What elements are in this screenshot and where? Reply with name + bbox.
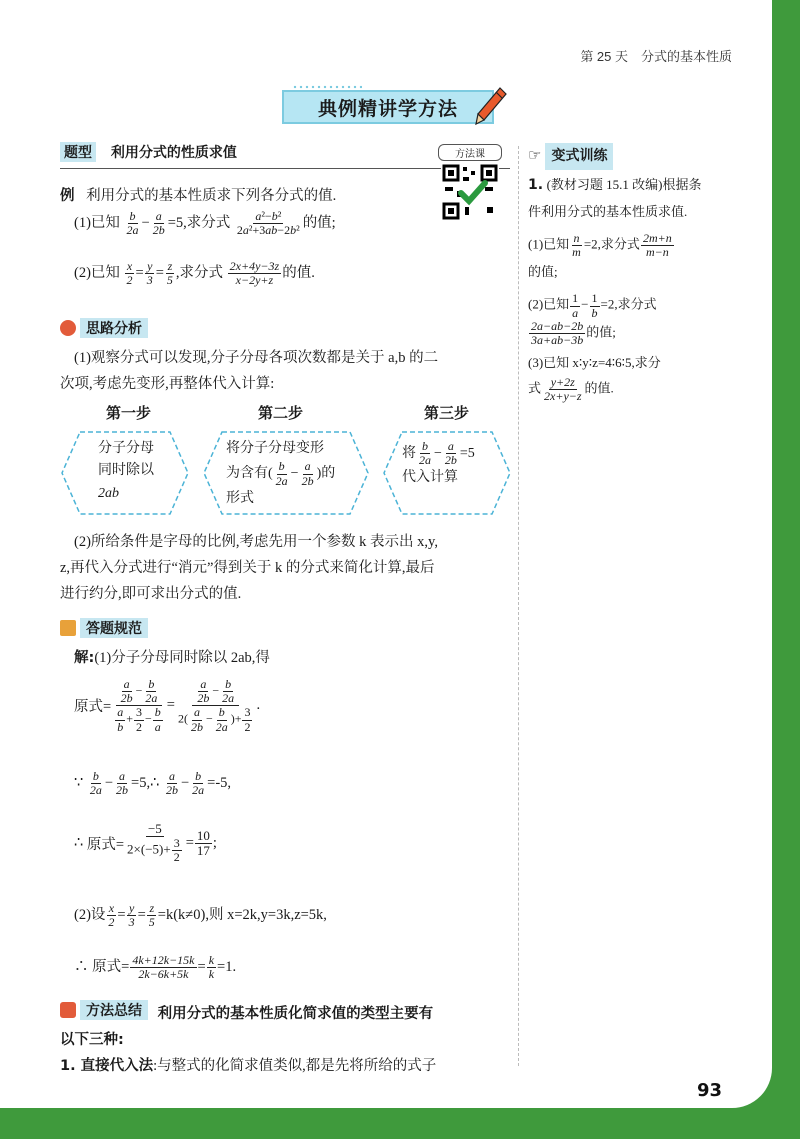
pq2-tail: 的值;: [586, 324, 616, 340]
eq5: =5,∴: [131, 775, 160, 792]
q1-tail: 的值;: [302, 215, 336, 232]
q2-result-prefix: ∴ 原式=: [74, 959, 130, 976]
analysis-p1-line1: (1)观察分式可以发现,分子分母各项次数都是关于 a,b 的二: [74, 350, 439, 366]
qr-code-icon[interactable]: [441, 163, 499, 221]
frac: $\frac{2a-ab-2b}{3a+ab-3b}$: [531, 318, 584, 347]
pq2-mid: =2,求分式: [600, 297, 657, 313]
frac: $\frac{b}{2a}$: [192, 769, 205, 798]
solution-line1: [74, 646, 270, 667]
eq-neg5: =-5,: [207, 775, 232, 792]
qr-label: 方法课: [438, 144, 502, 161]
frac: $\frac{b}{2a}$: [419, 439, 431, 468]
page-number: 93: [696, 1080, 722, 1101]
step-1-hexagon: [60, 430, 190, 516]
pq1-tail: 的值;: [528, 263, 558, 279]
practice-header: [528, 142, 613, 171]
frac: $\frac{z}{5}$: [166, 259, 173, 288]
hex1-line1: 分子分母: [98, 441, 154, 456]
pq1-mid: =2,求分式: [583, 236, 640, 252]
solution-q2-result: ∴ 原式= $\frac{4k+12k-15k}{2k-6k+5k}$ = $\frac{k}{k}$ =1.: [74, 953, 237, 982]
step-2-label: 第二步: [258, 404, 304, 422]
frac: $\frac{b}{2a}$: [126, 209, 139, 238]
answer-header: [60, 618, 148, 641]
frac: $\frac{4k+12k-15k}{2k-6k+5k}$: [132, 953, 195, 982]
step-3-label: 第三步: [424, 404, 470, 422]
analysis-label: 思路分析: [80, 318, 148, 338]
example-label: 例: [60, 188, 75, 204]
practice-intro-line1: [528, 172, 743, 200]
hex2-line2a: 为含有(: [226, 466, 273, 482]
summary-item1-bold: 1. 直接代入法: [60, 1058, 154, 1074]
practice-q2: (2)已知 $\frac{1}{a}$ − $\frac{1}{b}$ =2,求分式: [528, 291, 657, 320]
answer-icon: [60, 620, 76, 636]
practice-intro1: (教材习题 15.1 改编)根据条: [546, 177, 702, 192]
pq1-prefix: (1)已知: [528, 236, 570, 252]
frac: $\frac{1}{b}$: [591, 291, 598, 320]
q2-line-tail: =k(k≠0),则 x=2k,y=3k,z=5k,: [157, 907, 327, 924]
solution-eq2: ∵ $\frac{b}{2a}$ − $\frac{a}{2b}$ =5,∴ $\frac{a}{2b}$ − $\frac{b}{2a}$ =-5,: [74, 769, 232, 798]
practice-intro2: 件利用分式的基本性质求值.: [528, 203, 688, 219]
example-q2: (2)已知 $\frac{x}{2}$ = $\frac{y}{3}$ = $\frac{z}{5}$ ,求分式 $\frac{2x+4y-3z}{x-2y+z}$ 的值.: [74, 259, 315, 288]
step-3-hexagon: 将 $\frac{b}{2a}$ − $\frac{a}{2b}$ =5 代入计算: [382, 430, 512, 516]
frac: $\frac{y}{3}$: [146, 259, 153, 288]
practice-num: 1.: [528, 177, 544, 193]
hex3-prefix: 将: [402, 445, 416, 461]
frac: $\frac{b}{2a}$: [89, 769, 102, 798]
summary-text2: 以下三种:: [60, 1032, 124, 1048]
analysis-p2-line3: 进行约分,即可求出分式的值.: [60, 586, 242, 602]
frac: $\frac{x}{2}$: [126, 259, 133, 288]
frac: $\frac{1}{a}$: [572, 291, 579, 320]
section-banner: [282, 86, 502, 128]
hex1-line3: 2ab: [98, 485, 119, 501]
frac: $\frac{k}{k}$: [208, 953, 215, 982]
frac: $\frac{a}{2b}$: [116, 769, 129, 798]
practice-q3-expr: [528, 376, 743, 403]
solution-q2-line: (2)设 $\frac{x}{2}$ = $\frac{y}{3}$ = $\frac{z}{5}$ =k(k≠0),则 x=2k,y=3k,z=5k,: [74, 901, 327, 930]
frac: $\frac{y+2z}{2x+y-z}$: [544, 374, 582, 403]
frac: $\frac{2x+4y-3z}{x-2y+z}$: [229, 259, 280, 288]
analysis-p2-line1: (2)所给条件是字母的比例,考虑先用一个参数 k 表示出 x,y,: [74, 534, 438, 550]
column-divider: [518, 146, 519, 1066]
step-2-hexagon: 将分子分母变形 为含有( $\frac{b}{2a}$ − $\frac{a}{2b}$ )的 形式: [202, 430, 370, 516]
analysis-p1-line2: 次项,考虑先变形,再整体代入计算:: [60, 376, 275, 392]
solution-head: 解:: [74, 650, 95, 666]
analysis-header: [60, 318, 148, 341]
q2-result-tail: =1.: [217, 959, 237, 976]
frac: $\frac{a}{2b}$: [444, 439, 457, 468]
solution-line1-text: (1)分子分母同时除以 2ab,得: [94, 650, 270, 666]
frac: $\frac{y}{3}$: [128, 901, 135, 930]
topic-tag: 题型: [60, 142, 96, 162]
summary-line1: [60, 1000, 433, 1023]
frac: $\frac{a}{2b}$: [165, 769, 178, 798]
analysis-icon: [60, 320, 76, 336]
because-symbol: ∵: [74, 775, 84, 792]
step-1-label: 第一步: [106, 404, 152, 422]
pq3-tail: 的值.: [584, 380, 614, 396]
hand-pointer-icon: ☞: [528, 148, 542, 164]
practice-q2-expr: [528, 320, 743, 347]
practice-label: 变式训练: [545, 143, 613, 170]
frac: $\frac{n}{m}$: [572, 231, 581, 260]
pq3-prefix: 式: [528, 380, 542, 396]
frac: $\frac{a}{2b}$: [152, 209, 165, 238]
banner-title: 典例精讲学方法: [282, 90, 494, 124]
hex3-line2: 代入计算: [402, 470, 458, 486]
summary-text1: 利用分式的基本性质化简求值的类型主要有: [157, 1006, 434, 1022]
frac: $\frac{2m+n}{m-n}$: [642, 231, 672, 260]
left-column: [60, 142, 510, 1074]
q2-tail: 的值.: [282, 265, 315, 282]
topic-title: 利用分式的性质求值: [110, 145, 237, 161]
page-header: 第 25 天 分式的基本性质: [580, 49, 732, 64]
analysis-p2-line2: z,再代入分式进行“消元”得到关于 k 的分式来简化计算,最后: [60, 560, 435, 576]
q1-prefix: (1)已知: [74, 215, 120, 232]
summary-item1-text: :与整式的化简求值类似,都是先将所给的式子: [153, 1058, 437, 1074]
frac: $\frac{b}{2a}$: [275, 459, 288, 488]
example-q1: (1)已知 $\frac{b}{2a}$ − $\frac{a}{2b}$ =5,求分式 $\frac{\text{a²−b²}}{\text{2a²+3ab−2b²}}$ 的值;: [74, 209, 336, 238]
hex3-eq: =5: [459, 445, 475, 461]
frac: $\frac{a}{2b}$ − $\frac{b}{2a}$ 2( $\frac{a}{2b}$ − $\frac{b}{2a}$ )+ $\frac{3}{2}$: [177, 677, 251, 734]
solution-eq3: ∴ 原式= −5 2×(−5)+ $\frac{3}{2}$ = $\frac{10}{17}$ ;: [74, 821, 217, 865]
qr-code-block[interactable]: [438, 144, 502, 221]
example-stem-text: 利用分式的基本性质求下列各分式的值.: [86, 188, 337, 204]
summary-icon: [60, 1002, 76, 1018]
practice-q1: [528, 232, 743, 259]
hex1-line2: 同时除以: [98, 463, 154, 479]
hex2-line2b: )的: [316, 466, 336, 482]
therefore-symbol: ∴: [74, 834, 84, 851]
hex2-line3: 形式: [226, 490, 254, 506]
hex2-line1: 将分子分母变形: [226, 441, 324, 456]
frac: $\frac{a}{2b}$: [301, 459, 314, 488]
yuanshi-label: 原式=: [74, 699, 112, 716]
practice-q3: (3)已知 x∶y∶z=4∶6∶5,求分: [528, 355, 661, 371]
example-stem: [60, 184, 336, 205]
q2-line-prefix: (2)设: [74, 907, 106, 924]
summary-item1: [60, 1054, 436, 1075]
q1-cond-tail: =5,求分式: [167, 215, 231, 232]
frac: $\frac{10}{17}$: [196, 827, 210, 858]
frac: $\frac{\text{a²−b²}}{\text{2a²+3ab−2b²}}$: [236, 209, 300, 238]
frac: −5 2×(−5)+ $\frac{3}{2}$: [127, 821, 180, 865]
solution-eq1: 原式= $\frac{a}{2b}$ − $\frac{b}{2a}$ $\frac{a}{b}$ + $\frac{3}{2}$ − $\frac{b}{a}$ = $\frac{a}{2b}$ − $\frac{b}{2a}$ 2( $\frac{a}{2b}$ − $\frac{b}{2a}$ )+ $\frac{3}{2}$ .: [74, 677, 261, 734]
yuanshi2-label: 原式=: [86, 836, 125, 853]
pencil-icon: [474, 86, 508, 128]
practice-body: [528, 172, 743, 403]
q2-prefix: (2)已知: [74, 265, 120, 282]
summary-label: 方法总结: [80, 1000, 148, 1020]
frac: $\frac{a}{2b}$ − $\frac{b}{2a}$ $\frac{a}{b}$ + $\frac{3}{2}$ − $\frac{b}{a}$: [117, 677, 161, 734]
pq2-prefix: (2)已知: [528, 297, 570, 313]
frac: $\frac{x}{2}$: [108, 901, 115, 930]
answer-label: 答题规范: [80, 618, 148, 638]
frac: $\frac{z}{5}$: [148, 901, 155, 930]
q2-mid: ,求分式: [175, 265, 224, 282]
